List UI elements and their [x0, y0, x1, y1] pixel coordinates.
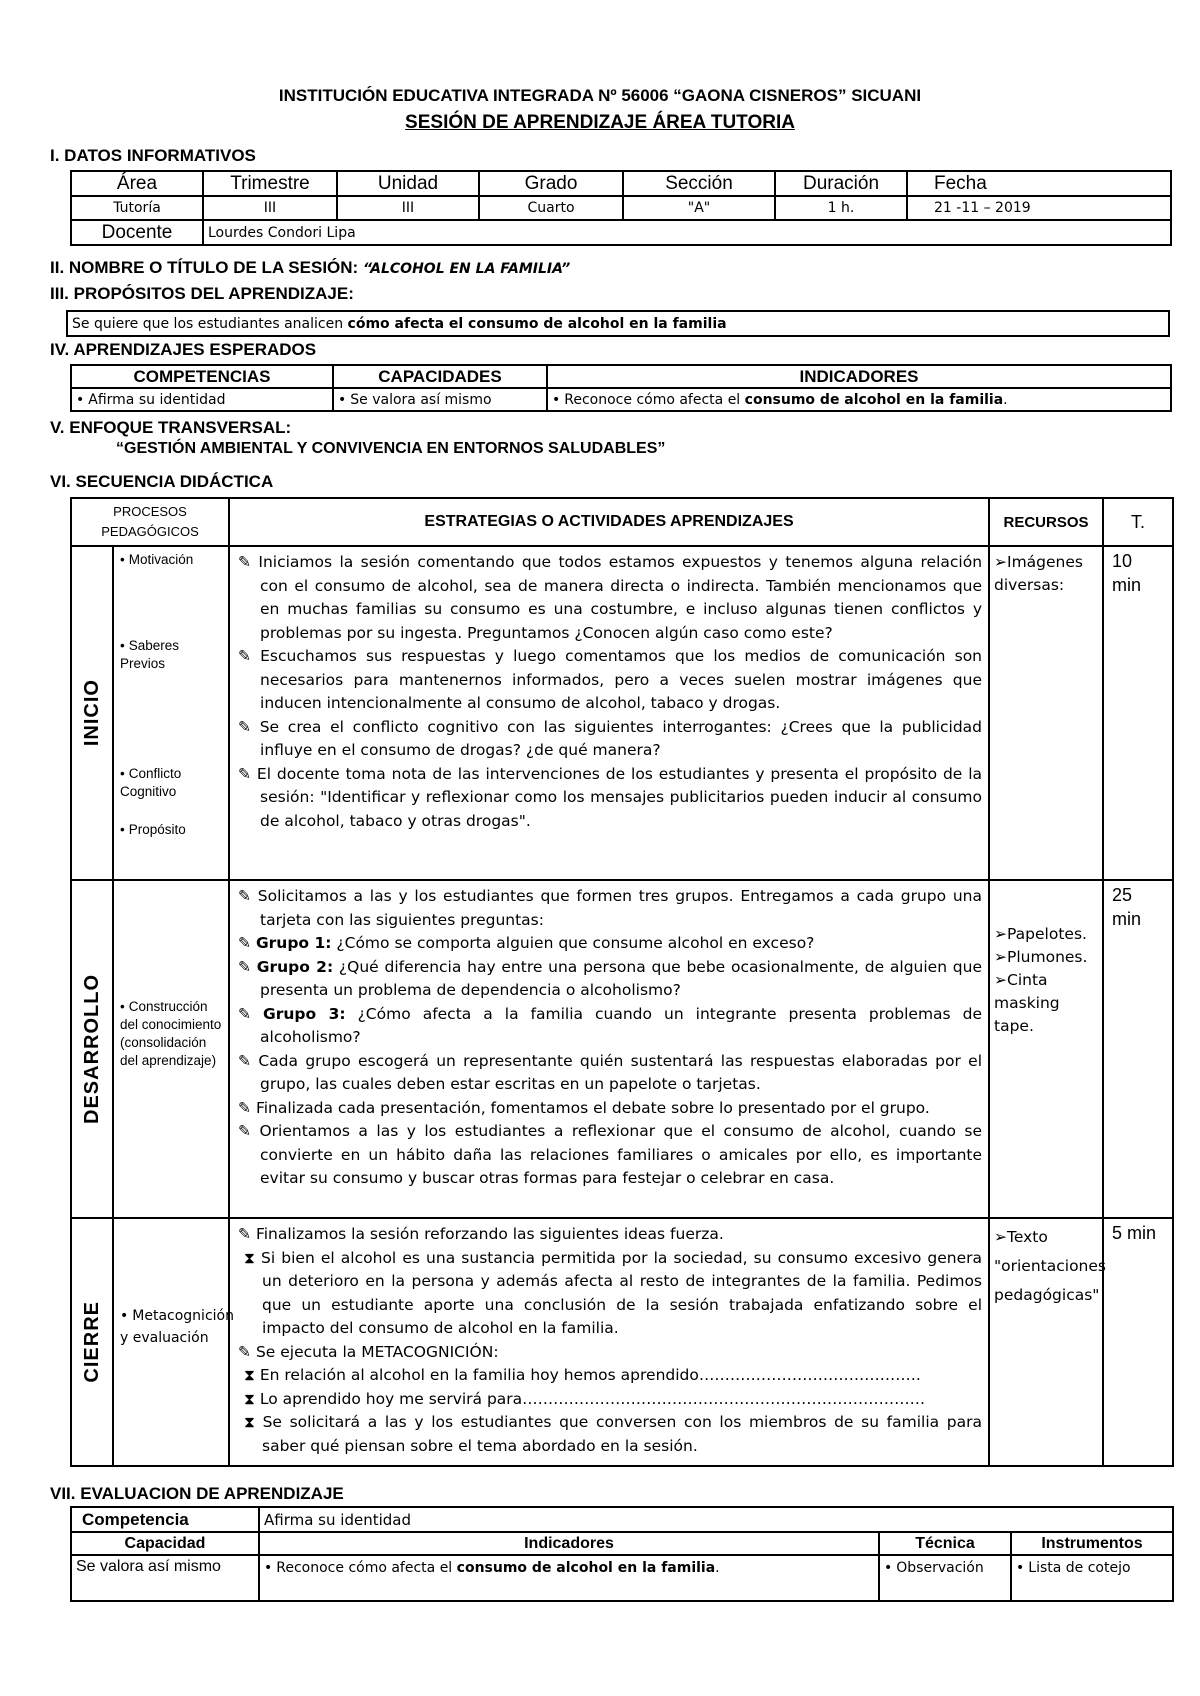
stage-cierre-label: CIERRE	[80, 1301, 103, 1383]
evaluacion-table	[70, 1506, 1174, 1602]
inicio-act-1-text: Iniciamos la sesión comentando que todos estamos expuestos y tenemos alguna relación con el consumo de alcohol, sea de manera directa o indirecta. También mencionamos que en muchas familias su consumo es una costumbre, e incluso algunas tienen conflictos y problemas por su ingesta. Preguntamos ¿Conocen algún caso como este?	[258, 553, 983, 642]
recurso-papelotes	[994, 923, 1098, 946]
arrow-icon: ➢	[994, 925, 1008, 943]
hourglass-icon: ⧗	[244, 1389, 255, 1408]
proceso-motivacion: • Motivación	[120, 551, 226, 569]
eval-tecnica: • Observación	[879, 1555, 1011, 1601]
session-name: “ALCOHOL EN LA FAMILIA”	[362, 261, 571, 277]
datos-table	[70, 170, 1172, 246]
hourglass-icon: ⧗	[244, 1248, 255, 1267]
section-2-label: II. NOMBRE O TÍTULO DE LA SESIÓN:	[50, 258, 363, 277]
recurso-cinta	[994, 969, 1098, 1038]
cierre-sub-1-text: Si bien el alcohol es una sustancia permitida por la sociedad, su consumo excesivo genera un deterioro en la persona y además afecta al resto de integrantes de la familia. Pedimos que un estudiante aporte una conclusión de la sesión trabajada enfatizando sobre el impacto del consumo de alcohol en la familia.	[261, 1248, 983, 1337]
col-competencias: COMPETENCIAS	[71, 365, 333, 388]
arrow-icon: ➢	[994, 948, 1008, 966]
cierre-sub-3	[236, 1388, 982, 1412]
proposito-table	[66, 310, 1170, 337]
arrow-icon: ➢	[994, 971, 1008, 989]
proceso-proposito: • Propósito	[120, 821, 226, 839]
recurso-cinta-text: Cinta masking tape.	[994, 971, 1060, 1035]
stage-cierre	[71, 1218, 113, 1466]
grupo-1: ✎ Grupo 1: ¿Cómo se comporta alguien que consume alcohol en exceso?	[238, 934, 815, 952]
cierre-sub-4	[236, 1411, 982, 1458]
col-grado: Grado	[479, 171, 623, 196]
section-1-heading: I. DATOS INFORMATIVOS	[50, 146, 256, 165]
grupo-3-label: Grupo 3:	[263, 1004, 346, 1023]
col-fecha: Fecha	[907, 171, 1171, 196]
inicio-act-2: ✎ Escuchamos sus respuestas y luego comentamos que los medios de comunicación son necesarios para mantenernos informados, pero a veces suelen mostrar imágenes que inducen intencionalmente al consumo de alcohol, tabaco y drogas.	[238, 647, 983, 712]
inicio-tiempo: 10 min	[1103, 546, 1173, 880]
cierre-act-1-text: Finalizamos la sesión reforzando las siguientes ideas fuerza.	[255, 1225, 724, 1243]
proceso-saberes: • Saberes Previos	[120, 637, 226, 673]
col-area: Área	[71, 171, 203, 196]
grupo-3: ✎ Grupo 3: ¿Cómo afecta a la familia cuando un integrante presenta problemas de alcoholismo?	[238, 1004, 982, 1046]
desarrollo-act-1-text: Solicitamos a las y los estudiantes que formen tres grupos. Entregamos a cada grupo una tarjeta con las siguientes preguntas:	[257, 887, 983, 929]
section-3-heading: III. PROPÓSITOS DEL APRENDIZAJE:	[50, 284, 354, 303]
col-instrumentos: Instrumentos	[1011, 1532, 1173, 1555]
col-indicadores: INDICADORES	[547, 365, 1171, 388]
grupo-2-text: ¿Qué diferencia hay entre una persona que bebe ocasionalmente, de alguien que presenta un problema de dependencia o alcoholismo?	[260, 957, 983, 999]
eval-indicador-b: consumo de alcohol en la familia	[456, 1560, 716, 1576]
proposito-text-a: Se quiere que los estudiantes analicen	[72, 315, 348, 332]
aprendizajes-table	[70, 364, 1172, 412]
stage-desarrollo	[71, 880, 113, 1218]
stage-desarrollo-label: DESARROLLO	[80, 974, 103, 1124]
col-capacidad: Capacidad	[71, 1532, 259, 1555]
section-7-heading: VII. EVALUACION DE APRENDIZAJE	[50, 1484, 344, 1503]
indicador-b: consumo de alcohol en la familia	[744, 391, 1004, 408]
val-seccion: "A"	[623, 196, 775, 220]
proceso-construccion: • Construcción del conocimiento (consolidación del aprendizaje)	[120, 998, 226, 1070]
competencia-value: Afirma su identidad	[259, 1507, 1173, 1532]
capacidad-item: • Se valora así mismo	[333, 388, 547, 411]
desarrollo-procesos	[113, 880, 229, 1218]
cierre-tiempo: 5 min	[1103, 1218, 1173, 1466]
cierre-sub-1	[236, 1247, 982, 1341]
stage-inicio	[71, 546, 113, 880]
competencia-item: • Afirma su identidad	[71, 388, 333, 411]
inicio-recursos	[989, 546, 1103, 880]
enfoque-text: “GESTIÓN AMBIENTAL Y CONVIVENCIA EN ENTORNOS SALUDABLES”	[116, 440, 666, 457]
cierre-actividades	[229, 1218, 989, 1466]
col-recursos: RECURSOS	[989, 498, 1103, 546]
cierre-act-2-text: Se ejecuta la METACOGNICIÓN:	[255, 1342, 499, 1361]
inicio-recurso: Imágenes diversas:	[994, 553, 1083, 594]
proposito-text	[67, 311, 1169, 336]
section-5-heading: V. ENFOQUE TRANSVERSAL:	[50, 418, 292, 437]
inicio-actividades	[229, 546, 989, 880]
arrow-icon: ➢	[994, 553, 1008, 571]
inicio-act-2-text: Escuchamos sus respuestas y luego comentamos que los medios de comunicación son necesarios para mantenernos informados, pero a veces suelen mostrar imágenes que inducen intencionalmente al consumo de alcohol, tabaco y drogas.	[260, 647, 983, 712]
eval-indicador-a: Reconoce cómo afecta el	[276, 1560, 457, 1576]
docente-name: Lourdes Condori Lipa	[203, 220, 1171, 245]
grupo-3-text: ¿Cómo afecta a la familia cuando un integrante presenta problemas de alcoholismo?	[260, 1004, 982, 1046]
proceso-metacognicion: • Metacognición y evaluación	[120, 1305, 226, 1349]
stage-inicio-label: INICIO	[80, 679, 103, 747]
val-fecha: 21 -11 – 2019	[907, 196, 1171, 220]
col-trimestre: Trimestre	[203, 171, 337, 196]
inicio-procesos	[113, 546, 229, 880]
cierre-sub-4-text: Se solicitará a las y los estudiantes que conversen con los miembros de su familia para saber qué piensan sobre el tema abordado en la sesión.	[262, 1413, 983, 1455]
desarrollo-actividades	[229, 880, 989, 1218]
inicio-act-3: ✎ Se crea el conflicto cognitivo con las siguientes interrogantes: ¿Crees que la publicidad influye en el consumo de drogas? ¿de qué manera?	[238, 717, 982, 759]
col-tiempo: T.	[1103, 498, 1173, 546]
desarrollo-act-3: ✎ Finalizada cada presentación, fomentamos el debate sobre lo presentado por el grupo.	[238, 1098, 930, 1117]
arrow-icon: ➢	[994, 1228, 1008, 1246]
desarrollo-act-2-text: Cada grupo escogerá un representante quién sustentará las respuestas elaboradas por el grupo, las cuales deben estar escritas en un papelote o tarjetas.	[258, 1051, 983, 1093]
cierre-procesos	[113, 1218, 234, 1466]
val-grado: Cuarto	[479, 196, 623, 220]
section-2-heading	[50, 258, 570, 278]
recurso-papelotes-text: Papelotes.	[1007, 925, 1087, 943]
indicador-c: .	[1003, 391, 1008, 408]
cierre-recurso: Texto "orientaciones pedagógicas"	[994, 1228, 1106, 1304]
eval-indicador-c: .	[715, 1560, 720, 1576]
val-area: Tutoría	[71, 196, 203, 220]
section-6-heading: VI. SECUENCIA DIDÁCTICA	[50, 472, 274, 491]
docente-label: Docente	[71, 220, 203, 245]
grupo-1-text: ¿Cómo se comporta alguien que consume alcohol en exceso?	[331, 934, 815, 952]
hourglass-icon: ⧗	[244, 1413, 255, 1431]
session-title: SESIÓN DE APRENDIZAJE ÁREA TUTORIA	[405, 112, 795, 133]
desarrollo-act-3-text: Finalizada cada presentación, fomentamos el debate sobre lo presentado por el grupo.	[255, 1098, 930, 1117]
inicio-act-3-text: Se crea el conflicto cognitivo con las siguientes interrogantes: ¿Crees que la publicidad influye en el consumo de drogas? ¿de qué manera?	[259, 717, 982, 759]
val-trimestre: III	[203, 196, 337, 220]
proposito-text-b: cómo afecta el consumo de alcohol en la familia	[347, 315, 727, 332]
desarrollo-act-4: ✎ Orientamos a las y los estudiantes a reflexionar que el consumo de alcohol, cuando se convierte en un hábito daña las relaciones familiares o amicales por ello, es importante evitar su consumo y buscar otras formas para festejar o celebrar en casa.	[238, 1122, 983, 1187]
col-capacidades: CAPACIDADES	[333, 365, 547, 388]
grupo-2-label: Grupo 2:	[256, 957, 334, 976]
cierre-sub-3-text: Lo aprendido hoy me servirá para……………………………………………………………………	[259, 1389, 926, 1408]
val-unidad: III	[337, 196, 479, 220]
grupo-1-label: Grupo 1:	[255, 934, 332, 952]
desarrollo-act-4-text: Orientamos a las y los estudiantes a reflexionar que el consumo de alcohol, cuando se convierte en un hábito daña las relaciones familiares o amicales por ello, es importante evitar su consumo y buscar otras formas para festejar o celebrar en casa.	[259, 1122, 983, 1187]
institution-title: INSTITUCIÓN EDUCATIVA INTEGRADA Nº 56006 “GAONA CISNEROS” SICUANI	[278, 86, 922, 105]
col-estrategias: ESTRATEGIAS O ACTIVIDADES APRENDIZAJES	[229, 498, 989, 546]
cierre-sub-2	[236, 1364, 982, 1388]
inicio-act-1: ✎ Iniciamos la sesión comentando que todos estamos expuestos y tenemos alguna relación con el consumo de alcohol, sea de manera directa o indirecta. También mencionamos que en muchas familias su consumo es una costumbre, e incluso algunas tienen conflictos y problemas por su ingesta. Preguntamos ¿Conocen algún caso como este?	[238, 553, 983, 642]
inicio-act-4: ✎ El docente toma nota de las intervenciones de los estudiantes y presenta el propósito de la sesión: "Identificar y reflexionar como los mensajes publicitarios pueden inducir al consumo de alcohol, tabaco y otras drogas".	[238, 764, 983, 830]
secuencia-table	[70, 497, 1174, 1467]
cierre-act-1: ✎ Finalizamos la sesión reforzando las siguientes ideas fuerza.	[238, 1225, 724, 1243]
desarrollo-act-2: ✎ Cada grupo escogerá un representante quién sustentará las respuestas elaboradas por el grupo, las cuales deben estar escritas en un papelote o tarjetas.	[238, 1051, 983, 1093]
desarrollo-tiempo: 25 min	[1103, 880, 1173, 1218]
inicio-act-4-text: El docente toma nota de las intervenciones de los estudiantes y presenta el propósito de la sesión: "Identificar y reflexionar como los mensajes publicitarios pueden inducir al consumo de alcohol, tabaco y otras drogas".	[256, 764, 983, 830]
col-indicadores-eval: Indicadores	[259, 1532, 879, 1555]
eval-indicador	[259, 1555, 879, 1601]
indicador-item	[547, 388, 1171, 411]
col-seccion: Sección	[623, 171, 775, 196]
grupo-2: ✎ Grupo 2: ¿Qué diferencia hay entre una persona que bebe ocasionalmente, de alguien que presenta un problema de dependencia o alcoholismo?	[238, 957, 983, 999]
desarrollo-recursos	[989, 880, 1103, 1218]
val-duracion: 1 h.	[775, 196, 907, 220]
recurso-plumones	[994, 946, 1098, 969]
competencia-label: Competencia	[71, 1507, 259, 1532]
cierre-recursos	[989, 1218, 1106, 1466]
cierre-act-2: ✎ Se ejecuta la METACOGNICIÓN:	[238, 1342, 499, 1361]
desarrollo-act-1: ✎ Solicitamos a las y los estudiantes que formen tres grupos. Entregamos a cada grupo una tarjeta con las siguientes preguntas:	[238, 887, 983, 929]
cierre-sub-2-text: En relación al alcohol en la familia hoy hemos aprendido…………………………………….	[259, 1366, 921, 1384]
col-duracion: Duración	[775, 171, 907, 196]
col-procesos: PROCESOS PEDAGÓGICOS	[71, 498, 229, 546]
indicador-a: Reconoce cómo afecta el	[564, 391, 745, 408]
section-4-heading: IV. APRENDIZAJES ESPERADOS	[50, 340, 317, 359]
col-unidad: Unidad	[337, 171, 479, 196]
eval-capacidad: Se valora así mismo	[71, 1555, 259, 1601]
proceso-conflicto: • Conflicto Cognitivo	[120, 765, 226, 801]
hourglass-icon: ⧗	[244, 1366, 255, 1384]
col-tecnica: Técnica	[879, 1532, 1011, 1555]
recurso-plumones-text: Plumones.	[1007, 948, 1088, 966]
eval-instrumento: • Lista de cotejo	[1011, 1555, 1173, 1601]
